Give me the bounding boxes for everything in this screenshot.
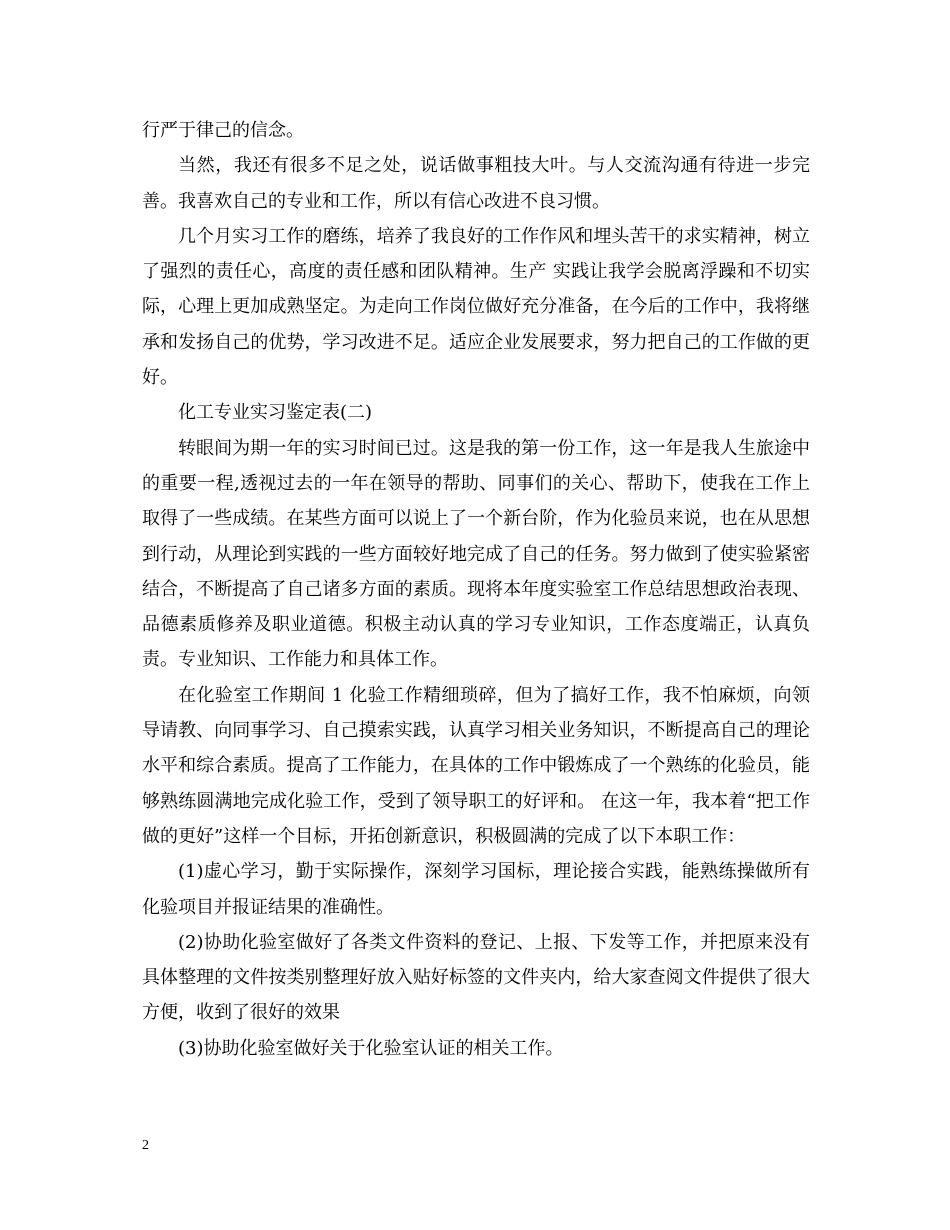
list-item-3: (3)协助化验室做好关于化验室认证的相关工作。 bbox=[178, 1037, 564, 1059]
page-number: 2 bbox=[142, 1138, 149, 1153]
document-body bbox=[142, 113, 810, 1066]
paragraph-4: 转眼间为期一年的实习时间已过。这是我的第一份工作，这一年是我人生旅途中的重要一程,透视过去的一年在领导的帮助、同事们的关心、帮助下，使我在工作上取得了一些成绩。在某些方面可以说上了一个新台阶，作为化验员来说，也在从思想到行动，从理论到实践的一些方面较好地完成了自己的任务。努力做到了使实验紧密结合，不断提高了自己诸多方面的素质。现将本年度实验室工作总结思想政治表现、品德素质修养及职业道德。积极主动认真的学习专业知识，工作态度端正，认真负责。专业知识、工作能力和具体工作。 bbox=[142, 437, 810, 671]
paragraph-3: 几个月实习工作的磨练，培养了我良好的工作作风和埋头苦干的求实精神，树立了强烈的责任心，高度的责任感和团队精神。生产 实践让我学会脱离浮躁和不切实际，心理上更加成熟坚定。为走向工作岗位做好充分准备，在今后的工作中，我将继承和发扬自己的优势，学习改进不足。适应企业发展要求，努力把自己的工作做的更好。 bbox=[142, 225, 810, 389]
paragraph-2: 当然，我还有很多不足之处，说话做事粗技大叶。与人交流沟通有待进一步完善。我喜欢自己的专业和工作，所以有信心改进不良习惯。 bbox=[142, 155, 810, 212]
list-item-1: (1)虚心学习，勤于实际操作，深刻学习国标，理论接合实践，能熟练操做所有化验项目并报证结果的准确性。 bbox=[142, 861, 810, 918]
list-item-2: (2)协助化验室做好了各类文件资料的登记、上报、下发等工作，并把原来没有具体整理的文件按类别整理好放入贴好标签的文件夹内，给大家查阅文件提供了很大方便，收到了很好的效果 bbox=[142, 931, 810, 1024]
section-heading: 化工专业实习鉴定表(二) bbox=[178, 402, 373, 424]
paragraph-1: 行严于律己的信念。 bbox=[142, 120, 304, 141]
paragraph-5: 在化验室工作期间 1 化验工作精细琐碎，但为了搞好工作，我不怕麻烦，向领导请教、向同事学习、自己摸索实践，认真学习相关业务知识，不断提高自己的理论水平和综合素质。提高了工作能力，在具体的工作中锻炼成了一个熟练的化验员，能够熟练圆满地完成化验工作，受到了领导职工的好评和。 在这一年，我本着“把工作做的更好”这样一个目标，开拓创新意识，积极圆满的完成了以下本职工作： bbox=[142, 684, 810, 847]
